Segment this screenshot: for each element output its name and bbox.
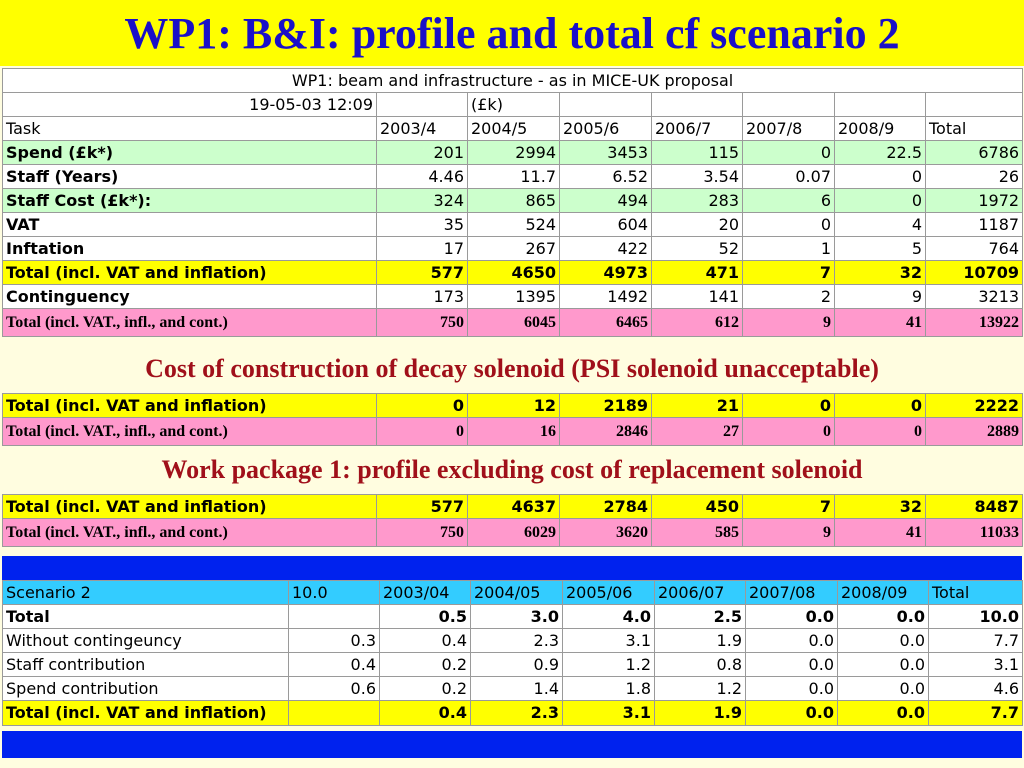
cell-value: 604	[560, 213, 652, 237]
cell-value: 7	[743, 495, 835, 519]
col-header: 2008/09	[838, 581, 929, 605]
col-header: Total	[926, 117, 1023, 141]
cell-value: 115	[652, 141, 743, 165]
cell-value: 16	[468, 418, 560, 446]
cell-value: 2846	[560, 418, 652, 446]
cell-value: 3.1	[929, 653, 1023, 677]
cell-value: 2889	[926, 418, 1023, 446]
cell-value: 324	[377, 189, 468, 213]
cell-value: 0.8	[655, 653, 746, 677]
cell-value: 3213	[926, 285, 1023, 309]
cell-value: 0.0	[838, 629, 929, 653]
cell-value: 283	[652, 189, 743, 213]
cell-value: 52	[652, 237, 743, 261]
cell-value: 12	[468, 394, 560, 418]
col-header: 2003/04	[380, 581, 471, 605]
column-header-row	[3, 117, 1023, 141]
cell-value: 0	[743, 394, 835, 418]
cell-value: 422	[560, 237, 652, 261]
cell-value: 0	[835, 165, 926, 189]
cell-value: 173	[377, 285, 468, 309]
cell-value: 0	[377, 394, 468, 418]
cell-value: 1187	[926, 213, 1023, 237]
cell-value: 0.0	[838, 605, 929, 629]
table-date: 19-05-03 12:09	[3, 93, 377, 117]
cell-value: 2189	[560, 394, 652, 418]
cell-value: 0.0	[746, 653, 838, 677]
cell-value: 1.4	[471, 677, 563, 701]
cell-value: 6	[743, 189, 835, 213]
col-header: 2006/07	[655, 581, 746, 605]
cell-value: 4.46	[377, 165, 468, 189]
table-row	[3, 261, 1023, 285]
col-header: 2005/6	[560, 117, 652, 141]
cell-value: 3.54	[652, 165, 743, 189]
row-label: Spend (£k*)	[3, 141, 377, 165]
cell-value: 7.7	[929, 701, 1023, 726]
cell-value: 3620	[560, 519, 652, 547]
cell-value: 764	[926, 237, 1023, 261]
cell-value: 6465	[560, 309, 652, 337]
table-heading: WP1: beam and infrastructure - as in MICE-UK proposal	[3, 69, 1023, 93]
cell-value: 6045	[468, 309, 560, 337]
budget-table	[2, 68, 1023, 337]
table-row	[3, 237, 1023, 261]
cell-value: 0	[743, 141, 835, 165]
cell-value: 865	[468, 189, 560, 213]
row-label: Total (incl. VAT and inflation)	[3, 261, 377, 285]
table-row	[3, 309, 1023, 337]
cell-value: 3.1	[563, 629, 655, 653]
cell-value: 2784	[560, 495, 652, 519]
cell-value: 0	[835, 394, 926, 418]
cell-value: 0.6	[289, 677, 380, 701]
cell-value: 267	[468, 237, 560, 261]
cell-value: 32	[835, 261, 926, 285]
cell-value: 4973	[560, 261, 652, 285]
row-label: Total (incl. VAT., infl., and cont.)	[3, 519, 377, 547]
cell-value: 5	[835, 237, 926, 261]
cell-value: 450	[652, 495, 743, 519]
cell-value: 0.0	[746, 677, 838, 701]
cell-value: 9	[743, 519, 835, 547]
cell-value: 11033	[926, 519, 1023, 547]
col-header: 2004/5	[468, 117, 560, 141]
cell-value: 35	[377, 213, 468, 237]
cell-value: 0	[835, 418, 926, 446]
row-label: Staff Cost (£k*):	[3, 189, 377, 213]
cell-value: 21	[652, 394, 743, 418]
cell-value: 494	[560, 189, 652, 213]
cell-value: 11.7	[468, 165, 560, 189]
blue-band-bottom	[2, 731, 1022, 758]
cell-value: 32	[835, 495, 926, 519]
cell-value: 7.7	[929, 629, 1023, 653]
cell-value: 750	[377, 309, 468, 337]
cell-value: 1.2	[563, 653, 655, 677]
cell-value: 0	[743, 418, 835, 446]
col-header: 2005/06	[563, 581, 655, 605]
cell-value	[289, 605, 380, 629]
col-header: Task	[3, 117, 377, 141]
cell-value: 471	[652, 261, 743, 285]
work-package-table	[2, 494, 1023, 547]
table-row	[3, 629, 1023, 653]
cell-value: 0	[835, 189, 926, 213]
cell-value: 0.0	[746, 605, 838, 629]
table-row	[3, 418, 1023, 446]
cell-value: 577	[377, 495, 468, 519]
cell-value: 9	[743, 309, 835, 337]
cell-value: 0.0	[746, 701, 838, 726]
table-row	[3, 189, 1023, 213]
col-header: Scenario 2	[3, 581, 289, 605]
scenario-header-row	[3, 581, 1023, 605]
cell-value: 0.0	[838, 653, 929, 677]
row-label: Total (incl. VAT and inflation)	[3, 701, 289, 726]
cell-value: 0.07	[743, 165, 835, 189]
decay-solenoid-table	[2, 393, 1023, 446]
cell-value: 1.2	[655, 677, 746, 701]
caption-work-package: Work package 1: profile excluding cost of replacement solenoid	[161, 455, 863, 484]
cell-value: 0.4	[380, 629, 471, 653]
slide-title: WP1: B&I: profile and total cf scenario 2	[124, 8, 900, 58]
cell-value: 0.3	[289, 629, 380, 653]
cell-value: 1.8	[563, 677, 655, 701]
cell-value	[289, 701, 380, 726]
table-row	[3, 213, 1023, 237]
row-label: Total (incl. VAT., infl., and cont.)	[3, 418, 377, 446]
cell-value: 3453	[560, 141, 652, 165]
col-header: 2004/05	[471, 581, 563, 605]
cell-value: 0.0	[838, 701, 929, 726]
cell-value: 0.0	[838, 677, 929, 701]
col-header: 2006/7	[652, 117, 743, 141]
cell-value: 9	[835, 285, 926, 309]
cell-value: 0.5	[380, 605, 471, 629]
cell-value: 1972	[926, 189, 1023, 213]
cell-value: 4.0	[563, 605, 655, 629]
table-row	[3, 519, 1023, 547]
cell-value: 2.5	[655, 605, 746, 629]
row-label: VAT	[3, 213, 377, 237]
table-row	[3, 653, 1023, 677]
slide-title-bar	[0, 0, 1024, 66]
cell-value: 0.9	[471, 653, 563, 677]
row-label: Total (incl. VAT and inflation)	[3, 394, 377, 418]
cell-value: 13922	[926, 309, 1023, 337]
table-row	[3, 394, 1023, 418]
table-row	[3, 165, 1023, 189]
col-header: Total	[929, 581, 1023, 605]
cell-value: 3.1	[563, 701, 655, 726]
cell-value: 1395	[468, 285, 560, 309]
cell-value: 4650	[468, 261, 560, 285]
row-label: Total (incl. VAT., infl., and cont.)	[3, 309, 377, 337]
table-row	[3, 285, 1023, 309]
caption-decay-solenoid: Cost of construction of decay solenoid (PSI solenoid unacceptable)	[145, 354, 879, 383]
cell-value: 2994	[468, 141, 560, 165]
cell-value: 6786	[926, 141, 1023, 165]
cell-value: 2.3	[471, 701, 563, 726]
blue-band-top	[2, 556, 1022, 580]
table-row	[3, 605, 1023, 629]
cell-value: 22.5	[835, 141, 926, 165]
cell-value: 1.9	[655, 629, 746, 653]
cell-value: 41	[835, 309, 926, 337]
cell-value: 2	[743, 285, 835, 309]
table-unit: (£k)	[468, 93, 560, 117]
cell-value: 0	[743, 213, 835, 237]
cell-value: 201	[377, 141, 468, 165]
cell-value: 0.4	[289, 653, 380, 677]
cell-value: 0.2	[380, 653, 471, 677]
cell-value: 41	[835, 519, 926, 547]
row-label: Without contingeuncy	[3, 629, 289, 653]
cell-value: 10.0	[929, 605, 1023, 629]
cell-value: 612	[652, 309, 743, 337]
col-header: 2007/08	[746, 581, 838, 605]
scenario-2-table	[2, 580, 1023, 726]
row-label: Inftation	[3, 237, 377, 261]
cell-value: 6.52	[560, 165, 652, 189]
cell-value: 1.9	[655, 701, 746, 726]
cell-value: 2222	[926, 394, 1023, 418]
cell-value: 20	[652, 213, 743, 237]
row-label: Total (incl. VAT and inflation)	[3, 495, 377, 519]
cell-value: 585	[652, 519, 743, 547]
cell-value: 141	[652, 285, 743, 309]
cell-value: 1492	[560, 285, 652, 309]
row-label: Staff (Years)	[3, 165, 377, 189]
table-row	[3, 495, 1023, 519]
cell-value: 577	[377, 261, 468, 285]
cell-value: 524	[468, 213, 560, 237]
col-header: 2003/4	[377, 117, 468, 141]
cell-value: 0	[377, 418, 468, 446]
cell-value: 26	[926, 165, 1023, 189]
cell-value: 4637	[468, 495, 560, 519]
cell-value: 2.3	[471, 629, 563, 653]
cell-value: 0.0	[746, 629, 838, 653]
table-row	[3, 701, 1023, 726]
cell-value: 6029	[468, 519, 560, 547]
cell-value: 750	[377, 519, 468, 547]
cell-value: 1	[743, 237, 835, 261]
cell-value: 8487	[926, 495, 1023, 519]
row-label: Total	[3, 605, 289, 629]
cell-value: 7	[743, 261, 835, 285]
col-header: 2007/8	[743, 117, 835, 141]
cell-value: 4	[835, 213, 926, 237]
row-label: Continguency	[3, 285, 377, 309]
cell-value: 4.6	[929, 677, 1023, 701]
col-header: 2008/9	[835, 117, 926, 141]
cell-value: 3.0	[471, 605, 563, 629]
row-label: Spend contribution	[3, 677, 289, 701]
table-row	[3, 677, 1023, 701]
cell-value: 27	[652, 418, 743, 446]
col-header: 10.0	[289, 581, 380, 605]
table-row	[3, 141, 1023, 165]
cell-value: 0.2	[380, 677, 471, 701]
cell-value: 0.4	[380, 701, 471, 726]
cell-value: 17	[377, 237, 468, 261]
cell-value: 10709	[926, 261, 1023, 285]
row-label: Staff contribution	[3, 653, 289, 677]
